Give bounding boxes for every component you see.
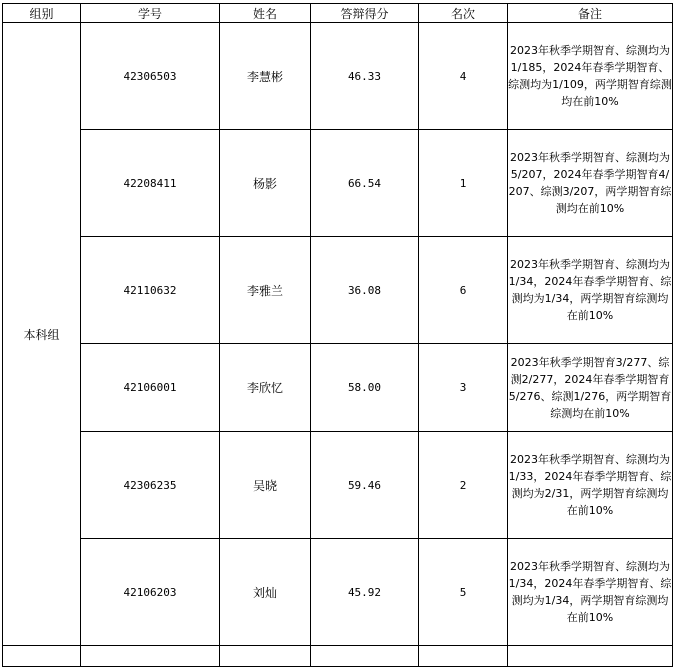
score-cell: 66.54 — [311, 130, 419, 237]
note-cell: 2023年秋季学期智育、综测均为1/34，2024年春季学期智育、综测均为1/34，两学期智育综测均在前10% — [508, 539, 673, 646]
rank-cell: 4 — [419, 23, 508, 130]
student-id-cell: 42106203 — [81, 539, 220, 646]
group-header: 组别 — [3, 4, 81, 23]
score-cell: 36.08 — [311, 237, 419, 344]
empty-cell — [311, 646, 419, 667]
student-id-cell: 42306235 — [81, 432, 220, 539]
student-id-cell: 42208411 — [81, 130, 220, 237]
note-cell: 2023年秋季学期智育、综测均为1/33，2024年春季学期智育、综测均为2/31，两学期智育综测均在前10% — [508, 432, 673, 539]
empty-cell — [81, 646, 220, 667]
rank-cell: 1 — [419, 130, 508, 237]
student-id-header: 学号 — [81, 4, 220, 23]
empty-cell — [419, 646, 508, 667]
table-row — [3, 237, 673, 344]
note-cell: 2023年秋季学期智育、综测均为1/185，2024年春季学期智育、综测均为1/109，两学期智育综测均在前10% — [508, 23, 673, 130]
table-row — [3, 130, 673, 237]
table-row — [3, 344, 673, 432]
name-cell: 李慧彬 — [220, 23, 311, 130]
score-cell: 59.46 — [311, 432, 419, 539]
score-cell: 58.00 — [311, 344, 419, 432]
group-cell: 本科组 — [3, 23, 81, 646]
note-cell: 2023年秋季学期智育3/277、综测2/277，2024年春季学期智育5/276、综测1/276，两学期智育综测均在前10% — [508, 344, 673, 432]
table-row-partial — [3, 646, 673, 667]
name-cell: 杨影 — [220, 130, 311, 237]
score-cell: 45.92 — [311, 539, 419, 646]
note-cell: 2023年秋季学期智育、综测均为1/34，2024年春季学期智育、综测均为1/34，两学期智育综测均在前10% — [508, 237, 673, 344]
name-cell: 吴晓 — [220, 432, 311, 539]
student-id-cell: 42106001 — [81, 344, 220, 432]
name-cell: 刘灿 — [220, 539, 311, 646]
table-row — [3, 432, 673, 539]
student-id-cell: 42306503 — [81, 23, 220, 130]
award-table — [2, 3, 673, 667]
score-header: 答辩得分 — [311, 4, 419, 23]
table-row — [3, 23, 673, 130]
empty-cell — [220, 646, 311, 667]
table-row — [3, 539, 673, 646]
rank-header: 名次 — [419, 4, 508, 23]
name-header: 姓名 — [220, 4, 311, 23]
note-header: 备注 — [508, 4, 673, 23]
name-cell: 李欣忆 — [220, 344, 311, 432]
header-row — [3, 4, 673, 23]
empty-cell — [508, 646, 673, 667]
note-cell: 2023年秋季学期智育、综测均为5/207，2024年春季学期智育4/207、综测3/207，两学期智育综测均在前10% — [508, 130, 673, 237]
rank-cell: 6 — [419, 237, 508, 344]
student-id-cell: 42110632 — [81, 237, 220, 344]
score-cell: 46.33 — [311, 23, 419, 130]
rank-cell: 5 — [419, 539, 508, 646]
rank-cell: 2 — [419, 432, 508, 539]
rank-cell: 3 — [419, 344, 508, 432]
empty-cell — [3, 646, 81, 667]
name-cell: 李雅兰 — [220, 237, 311, 344]
